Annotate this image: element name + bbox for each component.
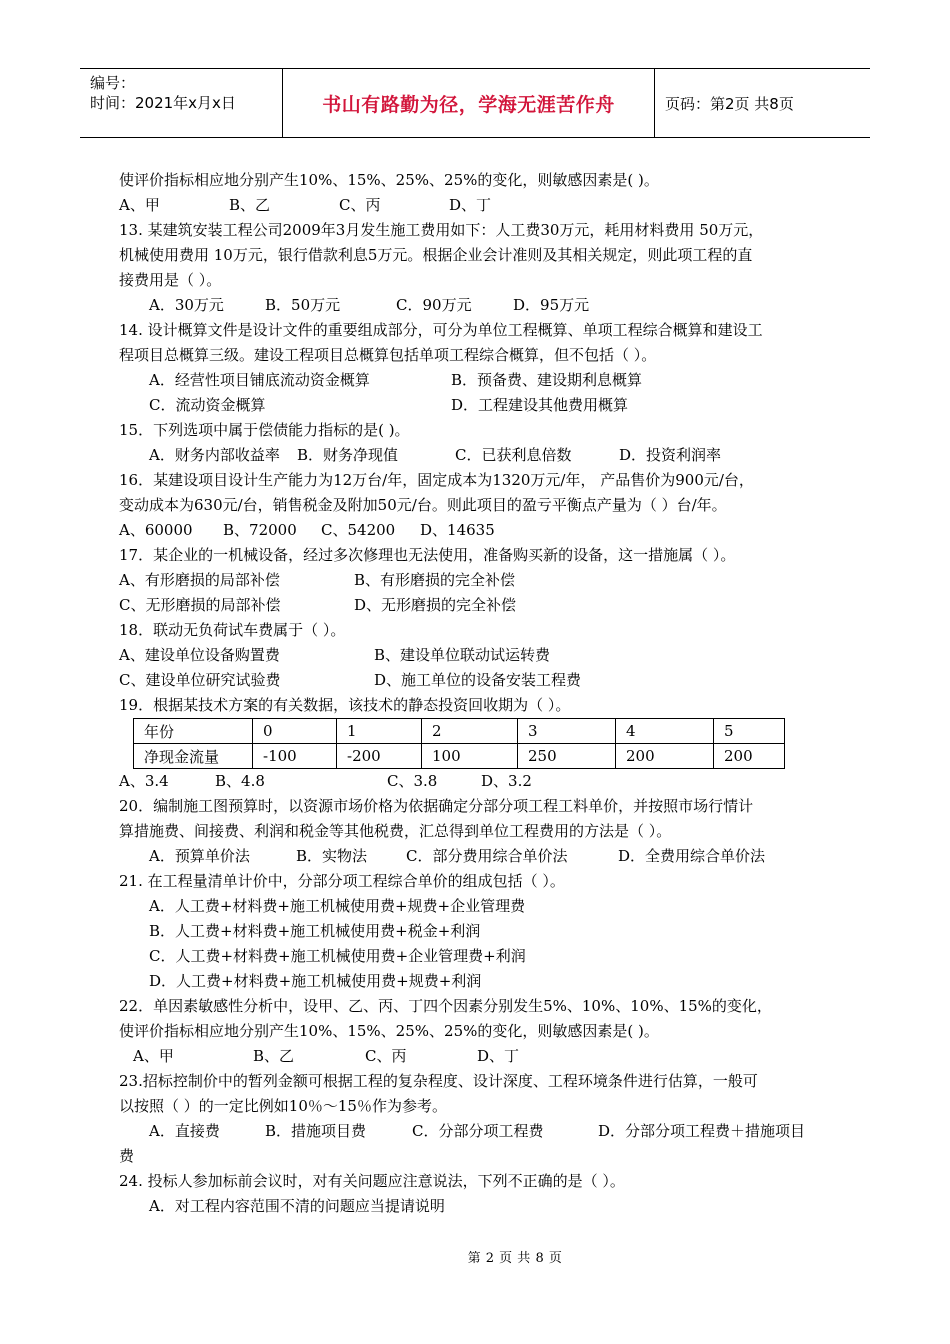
page-header xyxy=(80,68,870,138)
option: B、乙 xyxy=(253,1047,295,1065)
option: B．人工费+材料费+施工机械使用费+税金+利润 xyxy=(149,922,481,940)
question-text: 18．联动无负荷试车费属于（ ）。 xyxy=(119,621,346,639)
table-cell: -200 xyxy=(337,744,422,769)
option-wrap: 费 xyxy=(119,1147,135,1165)
header-page-cell xyxy=(655,69,870,137)
table-cell: 2 xyxy=(422,719,518,744)
question-text: 15．下列选项中属于偿债能力指标的是( )。 xyxy=(119,421,410,439)
option-row xyxy=(119,393,839,418)
question-17 xyxy=(119,543,839,618)
question-text: 使评价指标相应地分别产生10%、15%、25%、25%的变化，则敏感因素是( )。 xyxy=(119,171,659,189)
table-cell: 250 xyxy=(518,744,616,769)
question-14 xyxy=(119,318,839,418)
table-row xyxy=(134,719,785,744)
table-cell: 200 xyxy=(616,744,714,769)
number-label: 编号： xyxy=(90,74,136,92)
option: A、甲 xyxy=(119,196,160,214)
question-23 xyxy=(119,1069,839,1169)
motto: 书山有路勤为径，学海无涯苦作舟 xyxy=(322,93,615,116)
option: A．对工程内容范围不清的问题应当提请说明 xyxy=(149,1197,445,1215)
question-text: 变动成本为630元/台，销售税金及附加50元/台。则此项目的盈亏平衡点产量为（ ）台/年。 xyxy=(119,496,727,514)
question-text: 接费用是（ ）。 xyxy=(119,271,222,289)
table-cell: 5 xyxy=(714,719,785,744)
question-16 xyxy=(119,468,839,543)
option: C、54200 xyxy=(321,521,396,539)
page-label: 页码：第2页 共8页 xyxy=(665,94,794,113)
question-24 xyxy=(119,1169,839,1219)
option-row xyxy=(119,1119,839,1144)
page-footer xyxy=(0,1247,950,1266)
option: C．人工费+材料费+施工机械使用费+企业管理费+利润 xyxy=(149,947,526,965)
option: B、4.8 xyxy=(215,772,265,790)
question-text: 使评价指标相应地分别产生10%、15%、25%、25%的变化，则敏感因素是( )。 xyxy=(119,1022,659,1040)
question-text: 机械使用费用 10万元，银行借款利息5万元。根据企业会计准则及其相关规定，则此项工程的直 xyxy=(119,246,753,264)
question-text: 程项目总概算三级。建设工程项目总概算包括单项工程综合概算，但不包括（ ）。 xyxy=(119,346,657,364)
option-row xyxy=(119,668,839,693)
option: C、建设单位研究试验费 xyxy=(119,671,281,689)
option: D、无形磨损的完全补偿 xyxy=(354,596,517,614)
option: D．人工费+材料费+施工机械使用费+规费+利润 xyxy=(149,972,482,990)
option: D．投资利润率 xyxy=(619,446,722,464)
header-motto-cell xyxy=(283,69,655,137)
question-content xyxy=(119,168,839,1219)
option: B、72000 xyxy=(223,521,297,539)
question-text: 17．某企业的一机械设备，经过多次修理也无法使用，准备购买新的设备，这一措施属（ ）。 xyxy=(119,546,736,564)
option: A、建设单位设备购置费 xyxy=(119,646,280,664)
question-text: 24. 投标人参加标前会议时，对有关问题应注意说法，下列不正确的是（ ）。 xyxy=(119,1172,625,1190)
option: B、建设单位联动试运转费 xyxy=(374,646,551,664)
option-row xyxy=(119,368,839,393)
time-label: 时间：2021年x月x日 xyxy=(90,94,236,112)
question-text: 21. 在工程量清单计价中，分部分项工程综合单价的组成包括（ ）。 xyxy=(119,872,565,890)
option: A．30万元 xyxy=(149,296,224,314)
question-text: 20．编制施工图预算时，以资源市场价格为依据确定分部分项工程工料单价，并按照市场行情计 xyxy=(119,797,754,815)
question-13 xyxy=(119,218,839,318)
option: C．已获利息倍数 xyxy=(455,446,572,464)
header-meta xyxy=(80,69,283,137)
question-text: 算措施费、间接费、利润和税金等其他税费，汇总得到单位工程费用的方法是（ ）。 xyxy=(119,822,672,840)
question-text: 13. 某建筑安装工程公司2009年3月发生施工费用如下：人工费30万元，耗用材料费用 50万元， xyxy=(119,221,764,239)
option: D、丁 xyxy=(449,196,492,214)
question-18 xyxy=(119,618,839,693)
table-cell: 3 xyxy=(518,719,616,744)
question-text: 14. 设计概算文件是设计文件的重要组成部分，可分为单位工程概算、单项工程综合概算和建设工 xyxy=(119,321,763,339)
option: A．预算单价法 xyxy=(149,847,250,865)
option: A．财务内部收益率 xyxy=(149,446,280,464)
option: D．分部分项工程费＋措施项目 xyxy=(598,1122,806,1140)
option: D、14635 xyxy=(420,521,495,539)
option: C．分部分项工程费 xyxy=(412,1122,544,1140)
table-cell: -100 xyxy=(253,744,337,769)
option: A．直接费 xyxy=(149,1122,220,1140)
option: A．经营性项目铺底流动资金概算 xyxy=(149,371,370,389)
table-cell: 200 xyxy=(714,744,785,769)
table-cell: 净现金流量 xyxy=(134,744,253,769)
question-text: 以按照（ ）的一定比例如10％～15％作为参考。 xyxy=(119,1097,447,1115)
option: C、无形磨损的局部补偿 xyxy=(119,596,281,614)
option: C．90万元 xyxy=(396,296,472,314)
option: A、甲 xyxy=(133,1047,174,1065)
question-text: 19．根据某技术方案的有关数据，该技术的静态投资回收期为（ ）。 xyxy=(119,696,571,714)
option-row xyxy=(119,568,839,593)
option: B．实物法 xyxy=(296,847,368,865)
question-21 xyxy=(119,869,839,994)
option-row xyxy=(119,443,839,468)
option: A、60000 xyxy=(119,521,193,539)
question-text: 23.招标控制价中的暂列金额可根据工程的复杂程度、设计深度、工程环境条件进行估算，一般可 xyxy=(119,1072,758,1090)
option: C、3.8 xyxy=(387,772,438,790)
question-20 xyxy=(119,794,839,869)
table-cell: 0 xyxy=(253,719,337,744)
question-22 xyxy=(119,994,839,1069)
option-row xyxy=(119,643,839,668)
option-row xyxy=(119,293,839,318)
table-cell: 1 xyxy=(337,719,422,744)
option: B．50万元 xyxy=(265,296,341,314)
option: D、3.2 xyxy=(481,772,532,790)
option: B、乙 xyxy=(229,196,271,214)
question-text: 16．某建设项目设计生产能力为12万台/年，固定成本为1320万元/年， 产品售价为900元/台， xyxy=(119,471,754,489)
option-row xyxy=(119,518,839,543)
option: D．全费用综合单价法 xyxy=(618,847,766,865)
cash-flow-table xyxy=(133,718,785,769)
option: D．95万元 xyxy=(513,296,590,314)
table-cell: 年份 xyxy=(134,719,253,744)
option-row xyxy=(119,769,839,794)
option-row xyxy=(119,593,839,618)
option: D．工程建设其他费用概算 xyxy=(451,396,629,414)
question-15 xyxy=(119,418,839,468)
question-text: 22．单因素敏感性分析中，设甲、乙、丙、丁四个因素分别发生5%、10%、10%、15%的变化， xyxy=(119,997,772,1015)
option: A、有形磨损的局部补偿 xyxy=(119,571,280,589)
footer-page-number: 第 2 页 共 8 页 xyxy=(467,1251,563,1266)
option-row xyxy=(119,193,839,218)
option: B、有形磨损的完全补偿 xyxy=(354,571,516,589)
option: B．措施项目费 xyxy=(265,1122,367,1140)
option: B．预备费、建设期利息概算 xyxy=(451,371,643,389)
option: D、施工单位的设备安装工程费 xyxy=(374,671,582,689)
option: C．流动资金概算 xyxy=(149,396,266,414)
option-row xyxy=(119,1044,839,1069)
option: B．财务净现值 xyxy=(297,446,399,464)
table-row xyxy=(134,744,785,769)
option-row xyxy=(119,844,839,869)
table-cell: 4 xyxy=(616,719,714,744)
option: C．部分费用综合单价法 xyxy=(406,847,568,865)
table-cell: 100 xyxy=(422,744,518,769)
option: A、3.4 xyxy=(119,772,169,790)
question-19 xyxy=(119,693,839,794)
option: C、丙 xyxy=(339,196,381,214)
option: D、丁 xyxy=(477,1047,520,1065)
option: C、丙 xyxy=(365,1047,407,1065)
option: A．人工费+材料费+施工机械使用费+规费+企业管理费 xyxy=(149,897,526,915)
